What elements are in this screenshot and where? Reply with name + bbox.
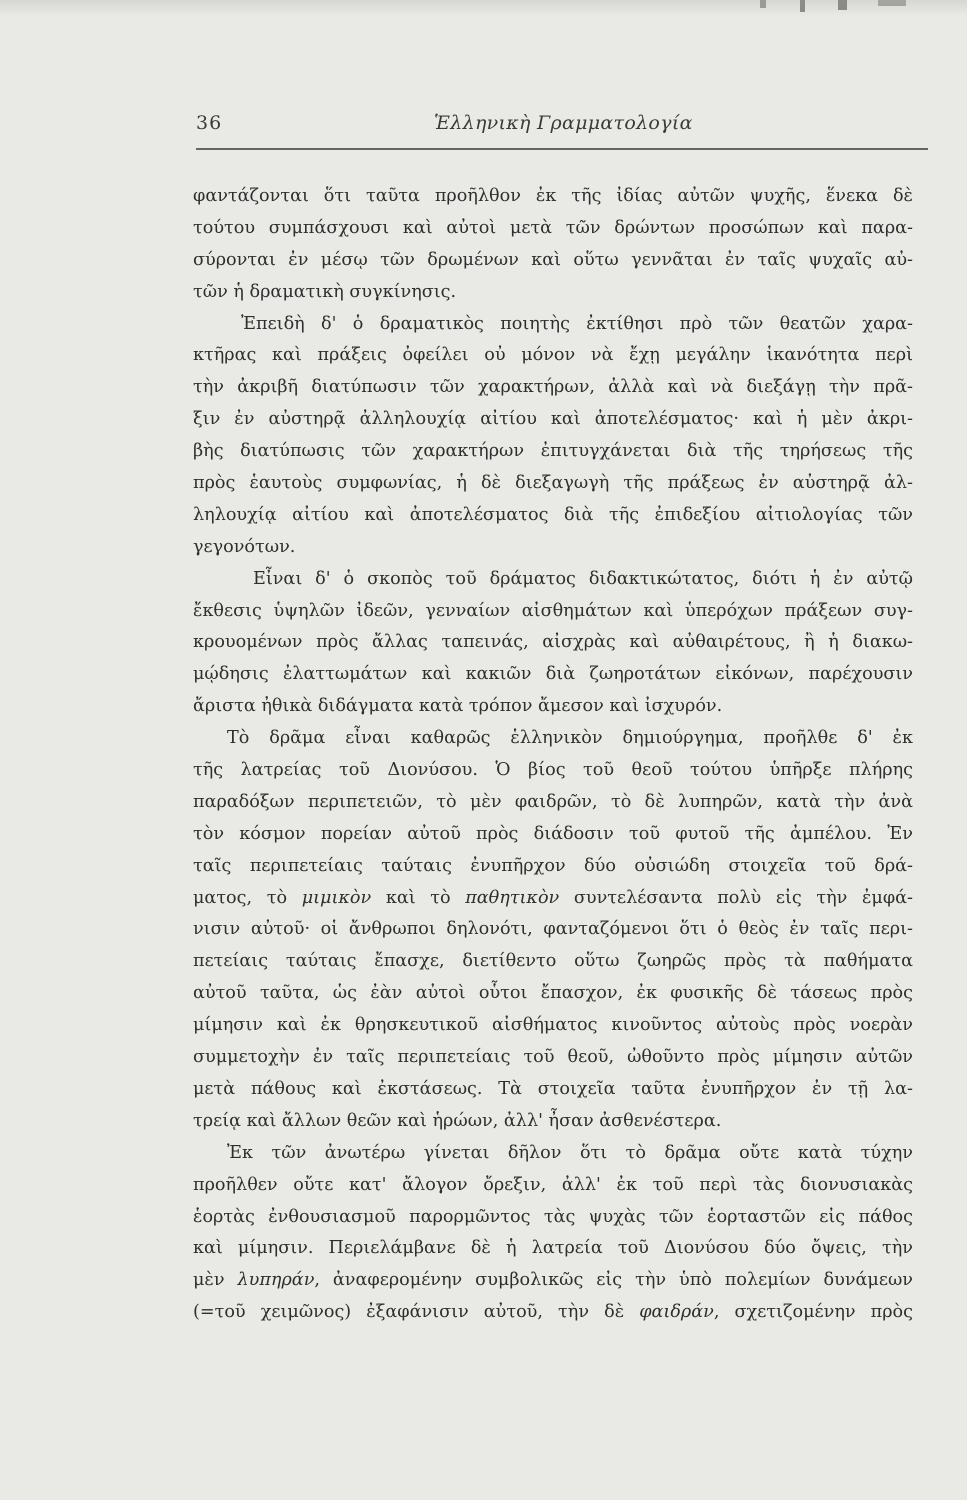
running-title: Ἑλληνικὴ Γραμματολογία [434,112,693,134]
ink-specks [760,0,920,18]
text-line: ταῖς περιπετείαις ταύταις ἐνυπῆρχον δύο οὐσιώδη στοιχεῖα τοῦ δρά- [193,855,913,876]
paragraph-start-line: Τὸ δρᾶμα εἶναι καθαρῶς ἑλληνικὸν δημιούργημα, προῆλθε δ' ἐκ [227,728,913,749]
line-text: συντελέσαντα πολὺ εἰς τὴν ἐμφά- [559,887,913,908]
italic-term: λυπηράν [237,1270,315,1291]
text-line [193,1265,913,1297]
italic-term: φαιδράν [639,1302,714,1323]
text-line: ἔκθεσις ὑψηλῶν ἰδεῶν, γενναίων αἰσθημάτων καὶ ὑπερόχων πράξεων συγ- [193,600,913,621]
text-line [193,883,913,915]
text-line: πρὸς ἑαυτοὺς συμφωνίας, ἡ δὲ διεξαγωγὴ τῆς πράξεως ἐν αὐστηρᾷ ἀλ- [193,473,913,494]
line-text: ματος, τὸ [193,887,302,908]
text-line: σύρονται ἐν μέσῳ τῶν δρωμένων καὶ οὕτω γεννᾶται ἐν ταῖς ψυχαῖς αὐ- [193,249,913,270]
paragraph-start-line: Ἐκ τῶν ἀνωτέρω γίνεται δῆλον ὅτι τὸ δρᾶμα οὔτε κατὰ τύχην [227,1142,913,1163]
text-line: αὐτοῦ ταῦτα, ὡς ἐὰν αὐτοὶ οὗτοι ἔπασχον, ἐκ φυσικῆς δὲ τάσεως πρὸς [193,983,913,1004]
text-line [193,1297,913,1329]
line-text: (=τοῦ χειμῶνος) ἐξαφάνισιν αὐτοῦ, τὴν δὲ [193,1302,640,1323]
text-line: τῆς λατρείας τοῦ Διονύσου. Ὁ βίος τοῦ θεοῦ τούτου ὑπῆρξε πλήρης [193,760,913,781]
page-number: 36 [196,112,223,134]
body-text [193,181,913,1329]
line-text: , σχετιζομένην πρὸς [713,1302,913,1323]
text-line: κτῆρας καὶ πράξεις ὀφείλει οὐ μόνον νὰ ἔχῃ μεγάλην ἱκανότητα περὶ [193,345,913,366]
text-line: ἄριστα ἠθικὰ διδάγματα κατὰ τρόπον ἄμεσον καὶ ἰσχυρόν. [193,696,723,717]
page-header [196,112,926,144]
text-line: τῶν ἡ δραματικὴ συγκίνησις. [193,281,457,302]
italic-term: παθητικὸν [465,887,560,908]
text-line: κρουομένων πρὸς ἄλλας ταπεινάς, αἰσχρὰς καὶ αὐθαιρέτους, ἢ ἡ διακω- [193,632,913,653]
italic-term: μιμικὸν [301,887,372,908]
text-line: φαντάζονται ὅτι ταῦτα προῆλθον ἐκ τῆς ἰδίας αὐτῶν ψυχῆς, ἕνεκα δὲ [193,186,913,206]
text-line: προῆλθεν οὔτε κατ' ἄλογον ὄρεξιν, ἀλλ' ἐκ τοῦ περὶ τὰς διονυσιακὰς [193,1174,913,1195]
line-text: μὲν [193,1270,238,1291]
text-line: συμμετοχὴν ἐν ταῖς περιπετείαις τοῦ θεοῦ, ὠθοῦντο πρὸς μίμησιν αὐτῶν [193,1047,913,1068]
text-line: νισιν αὐτοῦ· οἱ ἄνθρωποι δηλονότι, φανταζόμενοι ὅτι ὁ θεὸς ἐν ταῖς περι- [193,919,913,940]
text-line: τούτου συμπάσχουσι καὶ αὐτοὶ μετὰ τῶν δρώντων προσώπων καὶ παρα- [193,217,913,238]
text-line: ξιν ἐν αὐστηρᾷ ἀλληλουχίᾳ αἰτίου καὶ ἀποτελέσματος· καὶ ἡ μὲν ἀκρι- [193,409,913,430]
text-line: τρείᾳ καὶ ἄλλων θεῶν καὶ ἡρώων, ἀλλ' ἦσαν ἀσθενέστερα. [193,1110,722,1131]
text-line: ληλουχίᾳ αἰτίου καὶ ἀποτελέσματος διὰ τῆς ἐπιδεξίου αἰτιολογίας τῶν [193,504,913,525]
text-line: καὶ μίμησιν. Περιελάμβανε δὲ ἡ λατρεία τοῦ Διονύσου δύο ὄψεις, τὴν [193,1238,913,1259]
paragraph-start-line: Εἶναι δ' ὁ σκοπὸς τοῦ δράματος διδακτικώτατος, διότι ἡ ἐν αὐτῷ [253,568,913,589]
text-line: γεγονότων. [193,536,296,557]
text-line: πετείαις ταύταις ἔπασχε, διετίθεντο οὕτω ζωηρῶς πρὸς τὰ παθήματα [193,951,913,972]
paragraph-start-line: Ἐπειδὴ δ' ὁ δραματικὸς ποιητὴς ἐκτίθησι πρὸ τῶν θεατῶν χαρα- [241,313,913,334]
text-line: βὴς διατύπωσις τῶν χαρακτήρων ἐπιτυγχάνεται διὰ τῆς τηρήσεως τῆς [193,441,913,462]
text-line: παραδόξων περιπετειῶν, τὸ μὲν φαιδρῶν, τὸ δὲ λυπηρῶν, κατὰ τὴν ἀνὰ [193,791,913,812]
text-line: μίμησιν καὶ ἐκ θρησκευτικοῦ αἰσθήματος κινοῦντος αὐτοὺς πρὸς νοερὰν [193,1015,913,1036]
text-line: μετὰ πάθους καὶ ἐκστάσεως. Τὰ στοιχεῖα ταῦτα ἐνυπῆρχον ἐν τῇ λα- [193,1078,913,1099]
text-line: μῴδησις ἐλαττωμάτων καὶ κακιῶν διὰ ζωηροτάτων εἰκόνων, παρέχουσιν [193,664,913,685]
text-line: τὸν κόσμον πορείαν αὐτοῦ πρὸς διάδοσιν τοῦ φυτοῦ τῆς ἀμπέλου. Ἐν [193,823,913,844]
text-line: τὴν ἀκριβῆ διατύπωσιν τῶν χαρακτήρων, ἀλλὰ καὶ νὰ διεξάγῃ τὴν πρᾶ- [193,377,913,398]
header-rule [196,148,928,150]
text-line: ἑορτὰς ἐνθουσιασμοῦ παρορμῶντος τὰς ψυχὰς τῶν ἑορταστῶν εἰς πάθος [193,1206,913,1227]
line-text: , ἀναφερομένην συμβολικῶς εἰς τὴν ὑπὸ πολεμίων δυνάμεων [314,1270,913,1291]
line-text: καὶ τὸ [371,887,466,908]
